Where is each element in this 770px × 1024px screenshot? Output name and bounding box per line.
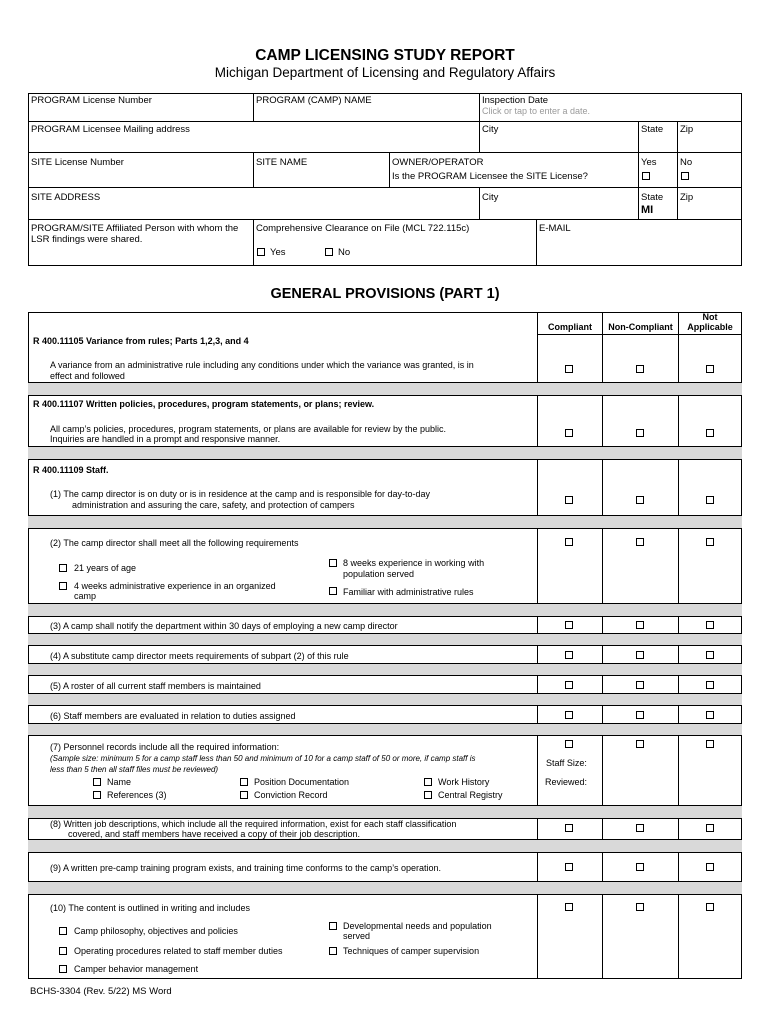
i4-non-compliant-checkbox[interactable] bbox=[636, 651, 644, 659]
section-title: GENERAL PROVISIONS (PART 1) bbox=[270, 286, 500, 302]
item-2-familiar-checkbox[interactable] bbox=[329, 587, 337, 595]
i9-compliant-checkbox[interactable] bbox=[565, 863, 573, 871]
i6-not-applicable-checkbox[interactable] bbox=[706, 711, 714, 719]
i3-compliant-checkbox[interactable] bbox=[565, 621, 573, 629]
item-10-developmental-checkbox[interactable] bbox=[329, 922, 337, 930]
state-label: State bbox=[641, 124, 664, 135]
i1-not-applicable-checkbox[interactable] bbox=[706, 496, 714, 504]
city-label: City bbox=[482, 124, 499, 135]
i5-not-applicable-checkbox[interactable] bbox=[706, 681, 714, 689]
site-name-label: SITE NAME bbox=[256, 157, 308, 168]
site-zip-label: Zip bbox=[680, 192, 694, 203]
zip-label: Zip bbox=[680, 124, 694, 135]
item-7-central-registry-label: Central Registry bbox=[438, 790, 503, 800]
site-no-label: No bbox=[680, 157, 693, 168]
item-1-text-1: (1) The camp director is on duty or is in residence at the camp and is responsible for day-to-day bbox=[50, 489, 431, 499]
item-2-work-exp-label-1: 8 weeks experience in working with bbox=[343, 558, 485, 568]
item-10-operating-checkbox[interactable] bbox=[59, 947, 67, 955]
item-6-text: (6) Staff members are evaluated in relation to duties assigned bbox=[50, 711, 296, 721]
item-4-text: (4) A substitute camp director meets requirements of subpart (2) of this rule bbox=[50, 651, 349, 661]
r2-non-compliant-checkbox[interactable] bbox=[636, 429, 644, 437]
item-5-text: (5) A roster of all current staff members is maintained bbox=[50, 681, 261, 691]
r1-non-compliant-checkbox[interactable] bbox=[636, 365, 644, 373]
email-label: E-MAIL bbox=[539, 223, 571, 234]
item-2-admin-exp-label-2: camp bbox=[74, 591, 97, 601]
i1-non-compliant-checkbox[interactable] bbox=[636, 496, 644, 504]
i7-non-compliant-checkbox[interactable] bbox=[636, 740, 644, 748]
item-10-developmental-label-1: Developmental needs and population bbox=[343, 921, 492, 931]
i5-non-compliant-checkbox[interactable] bbox=[636, 681, 644, 689]
item-10-behavior-label: Camper behavior management bbox=[74, 964, 199, 974]
site-state-value: MI bbox=[641, 204, 654, 216]
item-7-name-checkbox[interactable] bbox=[93, 778, 101, 786]
item-2-work-exp-label-2: population served bbox=[343, 569, 415, 579]
i5-compliant-checkbox[interactable] bbox=[565, 681, 573, 689]
i8-compliant-checkbox[interactable] bbox=[565, 824, 573, 832]
staff-size-label: Staff Size: bbox=[546, 758, 587, 768]
compliant-header: Compliant bbox=[548, 322, 592, 332]
i6-compliant-checkbox[interactable] bbox=[565, 711, 573, 719]
item-10-supervision-label: Techniques of camper supervision bbox=[343, 946, 480, 956]
site-license-number-label: SITE License Number bbox=[31, 157, 124, 168]
item-10-operating-label: Operating procedures related to staff member duties bbox=[74, 946, 283, 956]
item-2-admin-exp-label-1: 4 weeks administrative experience in an organized bbox=[74, 581, 276, 591]
i3-non-compliant-checkbox[interactable] bbox=[636, 621, 644, 629]
licensee-mailing-address-label: PROGRAM Licensee Mailing address bbox=[31, 124, 190, 135]
affiliated-person-label-1: PROGRAM/SITE Affiliated Person with whom the bbox=[31, 223, 239, 234]
item-7-name-label: Name bbox=[107, 777, 132, 787]
program-camp-name-label: PROGRAM (CAMP) NAME bbox=[256, 95, 372, 106]
item-2-age-label: 21 years of age bbox=[74, 563, 137, 573]
form-footer: BCHS-3304 (Rev. 5/22) MS Word bbox=[30, 986, 172, 997]
item-2-age-checkbox[interactable] bbox=[59, 564, 67, 572]
i2-non-compliant-checkbox[interactable] bbox=[636, 538, 644, 546]
item-10-philosophy-checkbox[interactable] bbox=[59, 927, 67, 935]
rule-400-11107-text-2: Inquiries are handled in a prompt and responsive manner. bbox=[50, 434, 281, 444]
clearance-yes-label: Yes bbox=[270, 247, 286, 258]
i6-non-compliant-checkbox[interactable] bbox=[636, 711, 644, 719]
reviewed-label: Reviewed: bbox=[545, 777, 588, 787]
r1-compliant-checkbox[interactable] bbox=[565, 365, 573, 373]
not-applicable-header-1: Not bbox=[702, 312, 718, 322]
site-no-checkbox[interactable] bbox=[681, 172, 689, 180]
i4-not-applicable-checkbox[interactable] bbox=[706, 651, 714, 659]
owner-operator-label: OWNER/OPERATOR bbox=[392, 157, 484, 168]
is-program-licensee-label: Is the PROGRAM Licensee the SITE License? bbox=[392, 171, 588, 182]
rule-400-11107-text-1: All camp’s policies, procedures, program statements, or plans are available for review by the public. bbox=[50, 424, 447, 434]
item-7-references-checkbox[interactable] bbox=[93, 791, 101, 799]
clearance-no-checkbox[interactable] bbox=[325, 248, 333, 256]
site-yes-label: Yes bbox=[641, 157, 657, 168]
item-7-conviction-label: Conviction Record bbox=[254, 790, 328, 800]
rule-400-11107-title: R 400.11107 Written policies, procedures, program statements, or plans; review. bbox=[33, 399, 375, 409]
item-10-text: (10) The content is outlined in writing and includes bbox=[50, 903, 250, 913]
item-1-text-2: administration and assuring the care, safety, and protection of campers bbox=[72, 500, 355, 510]
rule-400-11105-title: R 400.11105 Variance from rules; Parts 1,2,3, and 4 bbox=[33, 336, 249, 346]
site-state-label: State bbox=[641, 192, 664, 203]
i10-not-applicable-checkbox[interactable] bbox=[706, 903, 714, 911]
item-2-text: (2) The camp director shall meet all the following requirements bbox=[50, 538, 299, 548]
item-2-admin-exp-checkbox[interactable] bbox=[59, 582, 67, 590]
rule-400-11105-text-1: A variance from an administrative rule including any conditions under which the variance was granted, is in bbox=[50, 360, 474, 370]
item-7-central-registry-checkbox[interactable] bbox=[424, 791, 432, 799]
rule-400-11105-text-2: effect and followed bbox=[50, 371, 125, 381]
i8-not-applicable-checkbox[interactable] bbox=[706, 824, 714, 832]
item-2-familiar-label: Familiar with administrative rules bbox=[343, 587, 474, 597]
report-title: CAMP LICENSING STUDY REPORT bbox=[255, 47, 515, 64]
item-10-philosophy-label: Camp philosophy, objectives and policies bbox=[74, 926, 238, 936]
item-7-work-history-label: Work History bbox=[438, 777, 490, 787]
clearance-no-label: No bbox=[338, 247, 351, 258]
item-2-work-exp-checkbox[interactable] bbox=[329, 559, 337, 567]
i9-not-applicable-checkbox[interactable] bbox=[706, 863, 714, 871]
item-7-note-1: (Sample size: minimum 5 for a camp staff less than 50 and minimum of 10 for a camp staff of 50 or more, if camp staff is bbox=[50, 754, 476, 763]
i8-non-compliant-checkbox[interactable] bbox=[636, 824, 644, 832]
item-10-developmental-label-2: served bbox=[343, 931, 371, 941]
r1-not-applicable-checkbox[interactable] bbox=[706, 365, 714, 373]
affiliated-person-label-2: LSR findings were shared. bbox=[31, 234, 143, 245]
i10-non-compliant-checkbox[interactable] bbox=[636, 903, 644, 911]
item-7-text: (7) Personnel records include all the required information: bbox=[50, 742, 280, 752]
site-address-label: SITE ADDRESS bbox=[31, 192, 101, 203]
i9-non-compliant-checkbox[interactable] bbox=[636, 863, 644, 871]
program-license-number-label: PROGRAM License Number bbox=[31, 95, 152, 106]
report-subtitle: Michigan Department of Licensing and Regulatory Affairs bbox=[214, 65, 556, 80]
item-7-position-doc-checkbox[interactable] bbox=[240, 778, 248, 786]
item-9-text: (9) A written pre-camp training program exists, and training time conforms to the camp’s operation. bbox=[50, 863, 442, 873]
item-3-text: (3) A camp shall notify the department within 30 days of employing a new camp director bbox=[50, 621, 398, 631]
site-city-label: City bbox=[482, 192, 499, 203]
i2-compliant-checkbox[interactable] bbox=[565, 538, 573, 546]
item-7-note-2: less than 5 then all staff files must be reviewed) bbox=[50, 765, 219, 774]
r2-not-applicable-checkbox[interactable] bbox=[706, 429, 714, 437]
i7-compliant-checkbox[interactable] bbox=[565, 740, 573, 748]
i10-compliant-checkbox[interactable] bbox=[565, 903, 573, 911]
item-7-work-history-checkbox[interactable] bbox=[424, 778, 432, 786]
rule-400-11109-title: R 400.11109 Staff. bbox=[33, 465, 109, 475]
item-10-behavior-checkbox[interactable] bbox=[59, 965, 67, 973]
item-7-position-doc-label: Position Documentation bbox=[254, 777, 350, 787]
item-7-references-label: References (3) bbox=[107, 790, 167, 800]
non-compliant-header: Non-Compliant bbox=[608, 322, 673, 332]
i4-compliant-checkbox[interactable] bbox=[565, 651, 573, 659]
i3-not-applicable-checkbox[interactable] bbox=[706, 621, 714, 629]
clearance-yes-checkbox[interactable] bbox=[257, 248, 265, 256]
inspection-date-label: Inspection Date bbox=[482, 95, 549, 106]
site-yes-checkbox[interactable] bbox=[642, 172, 650, 180]
item-8-text-2: covered, and staff members have received a copy of their job description. bbox=[68, 829, 360, 839]
not-applicable-header-2: Applicable bbox=[687, 322, 733, 332]
i7-not-applicable-checkbox[interactable] bbox=[706, 740, 714, 748]
item-7-conviction-checkbox[interactable] bbox=[240, 791, 248, 799]
i1-compliant-checkbox[interactable] bbox=[565, 496, 573, 504]
item-10-supervision-checkbox[interactable] bbox=[329, 947, 337, 955]
i2-not-applicable-checkbox[interactable] bbox=[706, 538, 714, 546]
item-8-text-1: (8) Written job descriptions, which include all the required information, exist for each staff classification bbox=[50, 819, 457, 829]
comprehensive-clearance-label: Comprehensive Clearance on File (MCL 722.115c) bbox=[256, 223, 470, 234]
r2-compliant-checkbox[interactable] bbox=[565, 429, 573, 437]
inspection-date-field[interactable]: Click or tap to enter a date. bbox=[482, 106, 591, 116]
